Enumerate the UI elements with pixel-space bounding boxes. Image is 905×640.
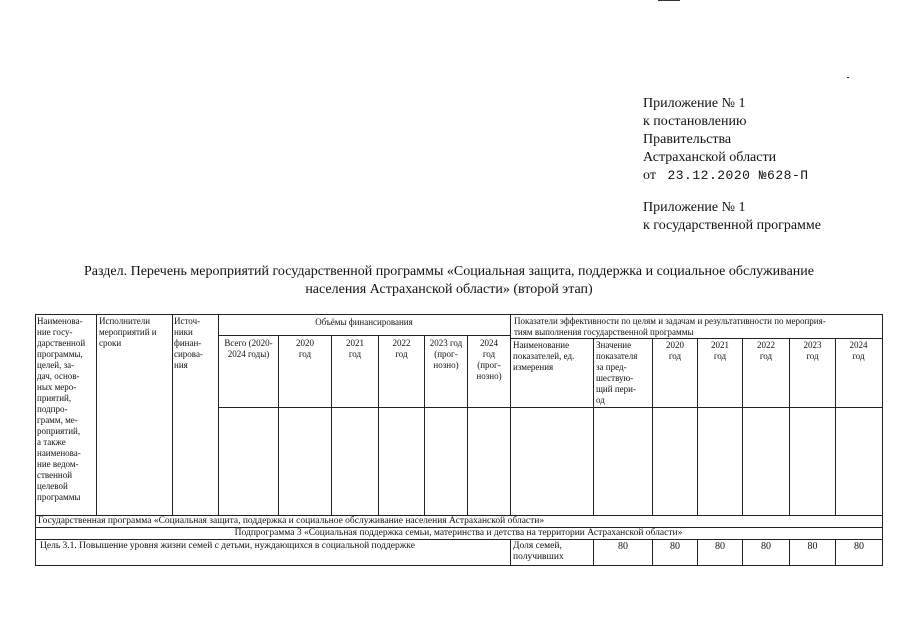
header-ind-2024: 2024 год	[849, 340, 868, 361]
appendix-program-line2: к государственной программе	[643, 218, 821, 233]
header-sources: Источ- ники финан- сирова- ния	[174, 316, 203, 370]
appendix-decree-line2: к постановлению	[643, 114, 747, 129]
header-ind-name: Наименование показателей, ед. измерения	[513, 340, 575, 372]
goal-indicator-name: Доля семей, получивших	[513, 541, 564, 562]
header-fund-2020: 2020 год	[296, 338, 314, 359]
header-executors: Исполнители мероприятий и сроки	[99, 316, 157, 348]
appendix-decree-line4: Астраханской области	[643, 150, 777, 165]
header-indicators-group: Показатели эффективности по целям и задачам и результативности по мероприя- тиям выполнения государственной программы	[514, 316, 826, 337]
goal-value-2024: 80	[854, 541, 864, 552]
section-title-line2: населения Астраханской области» (второй этап)	[305, 282, 593, 297]
appendix-decree-date-prefix: от	[643, 168, 656, 183]
scan-artifact-top	[658, 0, 680, 1]
header-fund-2021: 2021 год	[346, 338, 364, 359]
scan-artifact-dot	[847, 77, 849, 78]
header-ind-value: Значение показателя за пред- шествую- щий пери- од	[596, 340, 638, 405]
goal-value-previous: 80	[618, 541, 628, 552]
table-row-goal: Цель 3.1. Повышение уровня жизни семей с детьми, нуждающихся в социальной поддержке	[40, 541, 415, 551]
appendix-program-line1: Приложение № 1	[643, 200, 746, 215]
header-name: Наименова- ние госу- дарственной программы, целей, за- дач, основ- ных меро- приятий, подпро- грамм, ме- роприятий, а также наименова- ние ведом- ственной целевой программы	[37, 316, 86, 502]
header-fund-2022: 2022 год	[392, 338, 411, 359]
header-ind-2022: 2022 год	[757, 340, 775, 361]
header-ind-2020: 2020 год	[666, 340, 684, 361]
section-title-line1: Раздел. Перечень мероприятий государственной программы «Социальная защита, поддержка и социальное обслуживание	[83, 264, 814, 279]
header-ind-2023: 2023 год	[803, 340, 822, 361]
goal-value-2021: 80	[715, 541, 725, 552]
goal-value-2022: 80	[761, 541, 771, 552]
header-ind-2021: 2021 год	[711, 340, 729, 361]
appendix-decree-line3: Правительства	[643, 132, 732, 147]
appendix-decree-line1: Приложение № 1	[643, 96, 746, 111]
header-fund-2023: 2023 год (прог- нозно)	[429, 338, 463, 370]
goal-value-2020: 80	[670, 541, 680, 552]
table-row-program: Государственная программа «Социальная защита, поддержка и социальное обслуживание населения Астраханской области»	[38, 516, 545, 526]
header-fund-2024: 2024 год (прог- нозно)	[476, 338, 502, 381]
header-funding-group: Объёмы финансирования	[315, 317, 413, 327]
header-fund-total: Всего (2020- 2024 годы)	[224, 338, 273, 359]
goal-value-2023: 80	[807, 541, 818, 552]
table-row-subprogram: Подпрограмма 3 «Социальная поддержка семьи, материнства и детства на территории Астраханской области»	[234, 528, 683, 538]
appendix-decree-date-number: 23.12.2020 №628-П	[667, 168, 809, 183]
